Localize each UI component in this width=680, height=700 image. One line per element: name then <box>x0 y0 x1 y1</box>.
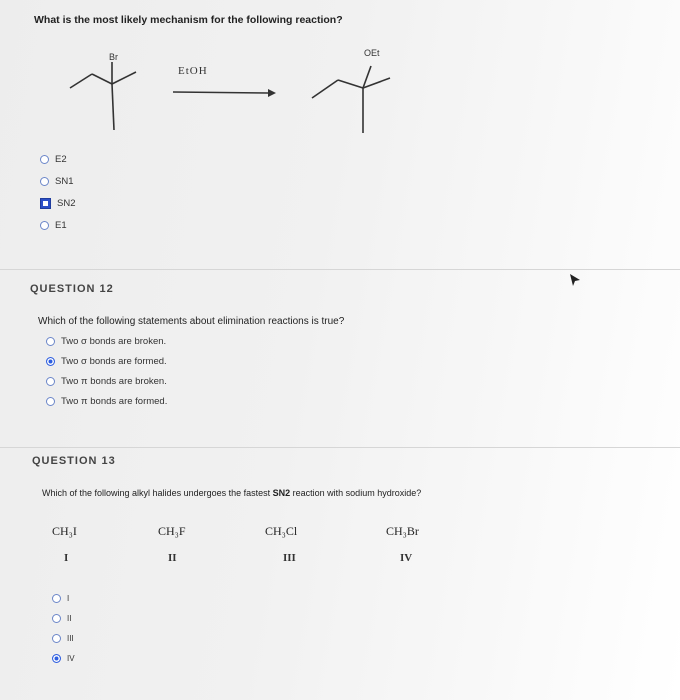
q13-prompt-pre: Which of the following alkyl halides undergoes the fastest <box>42 488 273 498</box>
q11-radio-e2[interactable] <box>40 155 49 164</box>
q12-heading: QUESTION 12 <box>30 283 114 295</box>
q12-options <box>46 334 167 408</box>
q13-prompt <box>42 488 421 498</box>
product-structure <box>312 66 390 133</box>
q13-option-label: III <box>67 633 74 643</box>
q12-option-4[interactable] <box>46 394 167 408</box>
separator <box>0 269 680 270</box>
q13-radio-2[interactable] <box>52 614 61 623</box>
q13-options <box>52 591 75 665</box>
q11-option-label: SN2 <box>57 197 76 209</box>
q12-option-label: Two π bonds are broken. <box>61 375 167 387</box>
q12-option-label: Two π bonds are formed. <box>61 395 168 407</box>
q11-radio-sn2-selected[interactable] <box>40 198 51 209</box>
q11-option-e2[interactable] <box>40 152 75 166</box>
q13-radio-4-selected[interactable] <box>52 654 61 663</box>
q12-option-1[interactable] <box>46 334 167 348</box>
q12-option-3[interactable] <box>46 374 167 388</box>
q13-prompt-bold: SN2 <box>272 488 291 498</box>
q13-radio-1[interactable] <box>52 594 61 603</box>
q13-option-2[interactable] <box>52 611 75 625</box>
reaction-scheme <box>60 40 420 135</box>
compound-formula: CH₃I <box>52 524 77 538</box>
compound-label: II <box>168 552 177 564</box>
q11-prompt: What is the most likely mechanism for the following reaction? <box>34 14 343 26</box>
q12-radio-2-selected[interactable] <box>46 357 55 366</box>
compound-label: IV <box>400 552 413 564</box>
q13-option-3[interactable] <box>52 631 75 645</box>
q11-option-sn2[interactable] <box>40 196 75 210</box>
compound-formula: CH₃Cl <box>265 524 298 538</box>
q12-radio-4[interactable] <box>46 397 55 406</box>
reactant-substituent: Br <box>109 52 118 62</box>
q13-option-1[interactable] <box>52 591 75 605</box>
q11-option-label: SN1 <box>55 175 74 187</box>
compound-formula: CH₃F <box>158 524 186 538</box>
compound-formula: CH₃Br <box>386 524 419 538</box>
reactant-structure <box>70 62 136 130</box>
q11-options <box>40 152 75 232</box>
q13-option-label: I <box>67 593 70 603</box>
q11-option-label: E2 <box>55 153 67 165</box>
q11-option-e1[interactable] <box>40 218 75 232</box>
product-substituent: OEt <box>364 48 380 58</box>
compound-label: I <box>64 552 69 564</box>
q12-prompt: Which of the following statements about elimination reactions is true? <box>38 316 345 327</box>
separator <box>0 447 680 448</box>
q12-radio-1[interactable] <box>46 337 55 346</box>
q12-option-label: Two σ bonds are broken. <box>61 335 167 347</box>
q12-radio-3[interactable] <box>46 377 55 386</box>
q13-option-4[interactable] <box>52 651 75 665</box>
reaction-arrow <box>173 89 276 97</box>
q11-radio-sn1[interactable] <box>40 177 49 186</box>
compound-label: III <box>283 552 296 564</box>
q13-heading: QUESTION 13 <box>32 455 116 467</box>
mouse-cursor-icon <box>568 272 582 288</box>
reagent-label: EtOH <box>178 65 208 77</box>
q11-option-sn1[interactable] <box>40 174 75 188</box>
q13-radio-3[interactable] <box>52 634 61 643</box>
q13-option-label: IV <box>67 653 75 663</box>
q12-option-2[interactable] <box>46 354 167 368</box>
q13-option-label: II <box>67 613 72 623</box>
q11-option-label: E1 <box>55 219 67 231</box>
q12-option-label: Two σ bonds are formed. <box>61 355 167 367</box>
q13-prompt-post: reaction with sodium hydroxide? <box>290 488 422 498</box>
q11-radio-e1[interactable] <box>40 221 49 230</box>
